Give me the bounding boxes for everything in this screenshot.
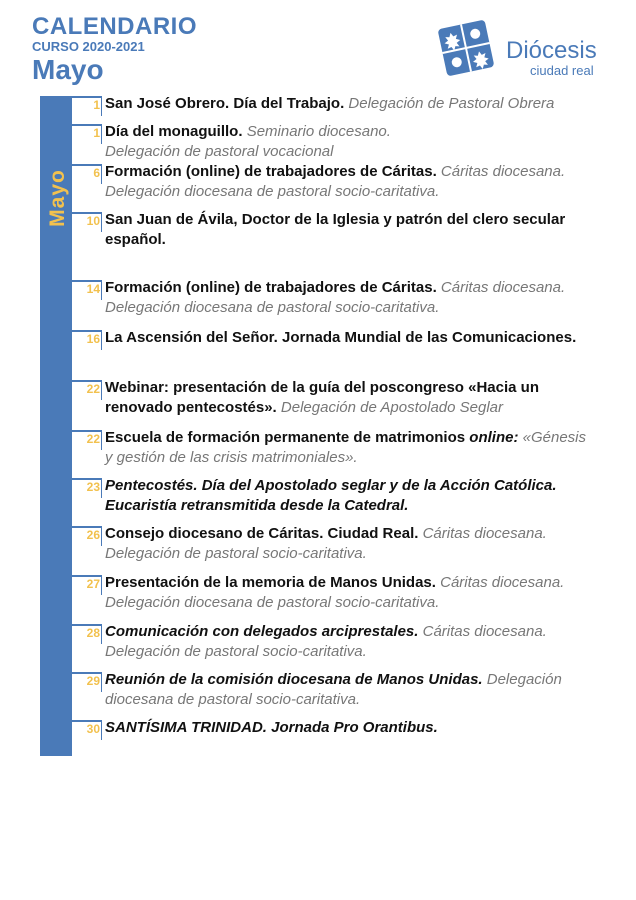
- event-text: [105, 122, 405, 162]
- calendar-title: CALENDARIO: [32, 13, 197, 40]
- event-organizer: Delegación de Pastoral Obrera: [348, 95, 555, 112]
- event-text: [105, 670, 597, 710]
- event-title: La Ascensión del Señor. Jornada Mundial de las Comunicaciones.: [105, 329, 577, 346]
- event-organizer: Cáritas diocesana. Delegación de pastoral socio-caritativa.: [105, 525, 547, 562]
- event-title: Formación (online) de trabajadores de Cáritas.: [105, 279, 437, 296]
- event-day: 1: [93, 98, 100, 112]
- event-text: [105, 378, 597, 418]
- event-title: SANTÍSIMA TRINIDAD. Jornada Pro Orantibus.: [105, 719, 438, 736]
- logo-subtitle: ciudad real: [530, 63, 594, 78]
- event-organizer: Cáritas diocesana. Delegación de pastoral socio-caritativa.: [105, 623, 547, 660]
- event-title: San Juan de Ávila, Doctor de la Iglesia y patrón del clero secular español.: [105, 211, 566, 248]
- event-day: 16: [86, 332, 100, 346]
- event-title: Webinar: presentación de la guía del poscongreso «Hacia un renovado pentecostés».: [105, 379, 539, 416]
- event-text: [105, 94, 597, 114]
- event-title: Reunión de la comisión diocesana de Manos Unidas.: [105, 671, 483, 688]
- event-text: [105, 210, 597, 250]
- event-title-online: online:: [469, 429, 519, 446]
- event-organizer: Seminario diocesano. Delegación de pastoral vocacional: [105, 123, 391, 160]
- event-day: 6: [93, 166, 100, 180]
- event-text: [105, 524, 597, 564]
- event-title: Consejo diocesano de Cáritas. Ciudad Real.: [105, 525, 419, 542]
- event-title: Escuela de formación permanente de matrimonios: [105, 429, 466, 446]
- event-title: Comunicación con delegados arciprestales.: [105, 623, 419, 640]
- event-day: 22: [86, 432, 100, 446]
- event-organizer: Cáritas diocesana. Delegación diocesana de pastoral socio-caritativa.: [105, 574, 565, 611]
- event-day: 14: [86, 282, 100, 296]
- event-text: [105, 328, 597, 348]
- event-text: [105, 162, 597, 202]
- event-day: 27: [86, 577, 100, 591]
- event-title: Pentecostés. Día del Apostolado seglar y de la Acción Católica. Eucaristía retransmitida desde la Catedral.: [105, 477, 557, 514]
- event-title: Formación (online) de trabajadores de Cáritas.: [105, 163, 437, 180]
- event-text: [105, 476, 597, 516]
- event-day: 23: [86, 480, 100, 494]
- page-header: [32, 14, 197, 85]
- month-side-label: Mayo: [46, 169, 69, 227]
- event-day: 26: [86, 528, 100, 542]
- event-text: [105, 718, 597, 738]
- event-organizer: «Génesis y gestión de las crisis matrimoniales».: [105, 429, 586, 466]
- event-day: 22: [86, 382, 100, 396]
- event-text: [105, 428, 597, 468]
- event-day: 1: [93, 126, 100, 140]
- diocesis-cross-emblem-icon: [436, 18, 496, 78]
- logo-name: Diócesis: [506, 37, 597, 64]
- diocesis-logo: [436, 18, 606, 88]
- event-organizer: Cáritas diocesana. Delegación diocesana de pastoral socio-caritativa.: [105, 279, 566, 316]
- event-title: Día del monaguillo.: [105, 123, 243, 140]
- event-text: [105, 573, 597, 613]
- event-organizer: Cáritas diocesana. Delegación diocesana de pastoral socio-caritativa.: [105, 163, 566, 200]
- event-title: Presentación de la memoria de Manos Unidas.: [105, 574, 436, 591]
- event-text: [105, 622, 597, 662]
- event-organizer: Delegación de Apostolado Seglar: [280, 399, 504, 416]
- event-day: 10: [86, 214, 100, 228]
- event-title: San José Obrero. Día del Trabajo.: [105, 95, 345, 112]
- event-day: 30: [86, 722, 100, 736]
- course-label: CURSO 2020-2021: [32, 39, 145, 54]
- event-organizer: Delegación diocesana de pastoral socio-caritativa.: [105, 671, 562, 708]
- event-day: 28: [86, 626, 100, 640]
- event-day: 29: [86, 674, 100, 688]
- month-title: Mayo: [32, 54, 104, 85]
- event-text: [105, 278, 597, 318]
